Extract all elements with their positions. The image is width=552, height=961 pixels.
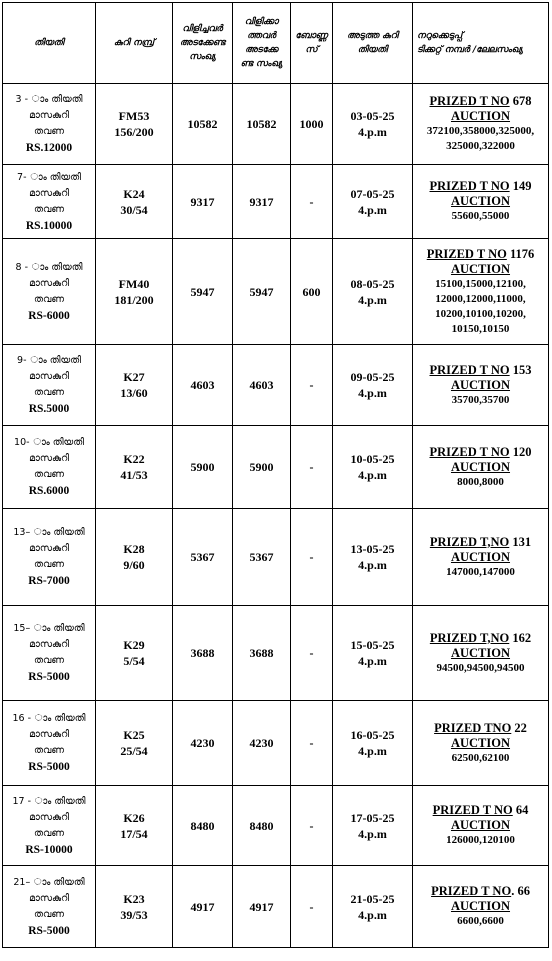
date-amount: RS.5000 [28, 403, 70, 415]
date-day: 8 - ാം തിയതി [15, 261, 83, 273]
prized-number: . 66 [511, 884, 530, 898]
chit-installment: 39/53 [120, 907, 148, 922]
date-day: 7- ാം തിയതി [17, 171, 81, 183]
bonus-value: - [309, 460, 314, 474]
cell-bonus [291, 426, 333, 509]
table-row [3, 239, 549, 345]
prized-number: 64 [512, 803, 529, 817]
date-installment: തവണ [33, 203, 64, 215]
cell-chit-number [96, 606, 173, 701]
date-label: മാസകുറി [29, 187, 69, 199]
callers-amount: 9317 [190, 194, 215, 209]
auction-amounts-1: 55600,55000 [451, 210, 510, 222]
next-time: 4.p.m [358, 744, 387, 758]
chit-schedule-table [2, 2, 549, 948]
cell-chit-number [96, 84, 173, 165]
next-time: 4.p.m [358, 654, 387, 668]
prized-label: PRIZED T,NO [429, 630, 510, 645]
cell-callers-amount [173, 345, 233, 426]
chit-installment: 9/60 [123, 558, 145, 572]
cell-next-date [333, 345, 413, 426]
cell-next-date [333, 509, 413, 606]
noncallers-amount: 9317 [249, 194, 274, 209]
chit-installment: 25/54 [120, 744, 148, 758]
bonus-value: - [309, 194, 314, 209]
noncallers-amount: 5947 [249, 284, 274, 299]
cell-chit-number [96, 786, 173, 866]
date-installment: തവണ [33, 559, 64, 570]
bonus-value: - [309, 818, 314, 833]
bonus-value: - [309, 646, 314, 660]
prized-number: 131 [509, 534, 532, 549]
auction-amounts-1: 372100,358000,325000, [426, 125, 535, 137]
cell-date [3, 606, 96, 701]
prized-number: 22 [511, 720, 527, 735]
chit-code: K25 [123, 728, 145, 742]
header-callers-amount: വിളിച്ചവർ അടക്കേണ്ട സംഖ്യ [173, 3, 233, 84]
date-label: മാസകുറി [29, 543, 69, 554]
cell-next-date [333, 426, 413, 509]
date-installment: തവണ [33, 745, 64, 756]
cell-callers-amount [173, 509, 233, 606]
next-date: 07-05-25 [350, 186, 395, 201]
noncallers-amount: 3688 [249, 646, 274, 660]
auction-amounts-1: 35700,35700 [451, 393, 510, 406]
date-amount: RS-5000 [28, 761, 70, 773]
date-amount: RS.10000 [25, 219, 73, 232]
next-time: 4.p.m [358, 202, 387, 217]
chit-code: K24 [123, 186, 145, 201]
cell-chit-number [96, 426, 173, 509]
prized-number: 153 [509, 362, 532, 377]
chit-code: FM40 [118, 276, 150, 291]
next-date: 16-05-25 [350, 728, 395, 742]
prized-label: PRIZED T NO [429, 444, 510, 459]
cell-noncallers-amount [233, 866, 291, 948]
prized-number: 678 [509, 94, 532, 108]
next-time: 4.p.m [358, 907, 387, 922]
auction-amounts-2: 12000,12000,11000, [435, 292, 526, 305]
header-chit-number: കുറി നമ്പ്ര് [96, 3, 173, 84]
date-day: 13– ാം തിയതി [13, 527, 85, 538]
date-amount: RS-10000 [25, 843, 73, 856]
auction-label: AUCTION [450, 459, 511, 474]
noncallers-amount: 4917 [249, 899, 274, 914]
cell-bonus [291, 239, 333, 345]
table-row [3, 509, 549, 606]
header-bonus: ബോണ്ണ സ് [291, 3, 333, 84]
cell-noncallers-amount [233, 786, 291, 866]
date-installment: തവണ [33, 293, 64, 305]
next-time: 4.p.m [358, 826, 387, 841]
auction-amounts-2: 325000,322000 [446, 140, 515, 152]
next-date: 17-05-25 [350, 810, 395, 825]
auction-amounts-1: 8000,8000 [457, 475, 504, 488]
cell-noncallers-amount [233, 426, 291, 509]
callers-amount: 5900 [190, 460, 215, 474]
date-label: മാസകുറി [29, 639, 69, 650]
cell-chit-number [96, 866, 173, 948]
noncallers-amount: 4230 [249, 736, 274, 750]
auction-label: AUCTION [450, 735, 511, 750]
cell-callers-amount [173, 426, 233, 509]
cell-bonus [291, 84, 333, 165]
date-installment: തവണ [33, 469, 64, 480]
next-date: 03-05-25 [350, 109, 395, 123]
cell-date [3, 786, 96, 866]
cell-draw-result [413, 786, 549, 866]
date-amount: RS-5000 [28, 924, 70, 937]
chit-installment: 5/54 [123, 654, 145, 668]
auction-amounts-1: 15100,15000,12100, [435, 277, 526, 290]
date-label: മാസകുറി [29, 453, 69, 464]
prized-ticket [415, 721, 546, 736]
cell-callers-amount [173, 239, 233, 345]
auction-label: AUCTION [450, 899, 511, 913]
prized-label: PRIZED T NO [432, 803, 513, 817]
chit-code: K27 [123, 370, 145, 384]
callers-amount: 4917 [190, 899, 215, 914]
date-amount: RS-5000 [28, 671, 70, 683]
date-day: 15– ാം തിയതി [13, 623, 85, 634]
table-row [3, 786, 549, 866]
date-label: മാസകുറി [29, 892, 69, 904]
cell-callers-amount [173, 701, 233, 786]
prized-ticket [415, 535, 546, 550]
auction-label: AUCTION [450, 818, 511, 832]
cell-callers-amount [173, 165, 233, 239]
next-time: 4.p.m [358, 125, 387, 139]
table-row [3, 701, 549, 786]
date-installment: തവണ [33, 655, 64, 666]
callers-amount: 5367 [190, 550, 215, 564]
auction-label: AUCTION [450, 109, 511, 123]
auction-label: AUCTION [450, 377, 511, 392]
next-time: 4.p.m [358, 468, 387, 482]
cell-callers-amount [173, 866, 233, 948]
prized-ticket [415, 363, 546, 378]
cell-noncallers-amount [233, 84, 291, 165]
noncallers-amount: 4603 [249, 378, 274, 392]
date-amount: RS-7000 [28, 575, 70, 587]
prized-number: 120 [509, 444, 532, 459]
date-amount: RS.12000 [25, 142, 73, 154]
cell-draw-result [413, 345, 549, 426]
date-label: മാസകുറി [29, 811, 69, 823]
cell-date [3, 509, 96, 606]
cell-next-date [333, 786, 413, 866]
prized-label: PRIZED TNO [434, 720, 512, 735]
cell-callers-amount [173, 606, 233, 701]
cell-noncallers-amount [233, 509, 291, 606]
prized-number: 1176 [506, 246, 535, 261]
cell-chit-number [96, 165, 173, 239]
header-row [3, 3, 549, 84]
next-time: 4.p.m [358, 386, 387, 400]
prized-number: 162 [509, 630, 532, 645]
date-label: മാസകുറി [29, 729, 69, 740]
cell-callers-amount [173, 786, 233, 866]
auction-amounts-3: 10200,10100,10200, [435, 307, 526, 320]
table-row [3, 84, 549, 165]
auction-amounts-1: 126000,120100 [446, 834, 515, 846]
noncallers-amount: 10582 [246, 117, 277, 131]
chit-code: K28 [123, 542, 145, 556]
prized-label: PRIZED T,NO [429, 534, 510, 549]
auction-label: AUCTION [450, 549, 511, 564]
prized-label: PRIZED T NO [429, 179, 510, 193]
next-date: 13-05-25 [350, 542, 395, 556]
cell-next-date [333, 701, 413, 786]
cell-chit-number [96, 509, 173, 606]
next-date: 08-05-25 [350, 276, 395, 291]
callers-amount: 10582 [187, 117, 218, 131]
header-next-date: അടുത്ത കുറി തിയതി [333, 3, 413, 84]
cell-noncallers-amount [233, 165, 291, 239]
table-row [3, 866, 549, 948]
callers-amount: 5947 [190, 284, 215, 299]
table-row [3, 345, 549, 426]
chit-code: K26 [123, 810, 145, 825]
auction-amounts-1: 147000,147000 [446, 565, 515, 578]
callers-amount: 3688 [190, 646, 215, 660]
cell-noncallers-amount [233, 239, 291, 345]
chit-code: K22 [123, 452, 145, 466]
cell-noncallers-amount [233, 345, 291, 426]
cell-draw-result [413, 606, 549, 701]
cell-draw-result [413, 866, 549, 948]
bonus-value: - [309, 736, 314, 750]
auction-label: AUCTION [450, 194, 511, 208]
callers-amount: 4603 [190, 378, 215, 392]
next-time: 4.p.m [358, 292, 387, 307]
cell-bonus [291, 866, 333, 948]
cell-chit-number [96, 239, 173, 345]
noncallers-amount: 8480 [249, 818, 274, 833]
cell-noncallers-amount [233, 606, 291, 701]
cell-date [3, 426, 96, 509]
cell-date [3, 84, 96, 165]
prized-ticket [415, 445, 546, 460]
header-noncallers-amount: വിളിക്കാ ത്തവർ അടക്കേ ണ്ട സംഖ്യ [233, 3, 291, 84]
cell-bonus [291, 509, 333, 606]
cell-draw-result [413, 509, 549, 606]
date-amount: RS.6000 [28, 485, 70, 497]
auction-amounts-1: 62500,62100 [451, 751, 510, 764]
callers-amount: 4230 [190, 736, 215, 750]
date-day: 17 - ാം തിയതി [12, 795, 86, 807]
cell-bonus [291, 345, 333, 426]
date-day: 3 - ാം തിയതി [15, 94, 83, 105]
prized-ticket [415, 94, 546, 109]
chit-installment: 181/200 [114, 292, 154, 307]
date-label: മാസകുറി [29, 277, 69, 289]
auction-amounts-4: 10150,10150 [451, 322, 510, 335]
callers-amount: 8480 [190, 818, 215, 833]
prized-label: PRIZED T NO [426, 246, 507, 261]
date-day: 10- ാം തിയതി [14, 437, 84, 448]
date-installment: തവണ [33, 387, 64, 398]
header-draw-result: നറുക്കെടുപ്പ് ടിക്കറ്റ് നമ്പർ /ലേലസംഖ്യ [413, 3, 549, 84]
cell-bonus [291, 786, 333, 866]
chit-installment: 13/60 [120, 386, 148, 400]
next-date: 15-05-25 [350, 638, 395, 652]
date-day: 16 - ാം തിയതി [12, 713, 86, 724]
cell-date [3, 239, 96, 345]
prized-ticket [415, 179, 546, 194]
cell-draw-result [413, 239, 549, 345]
noncallers-amount: 5367 [249, 550, 274, 564]
bonus-value: - [309, 378, 314, 392]
next-time: 4.p.m [358, 558, 387, 572]
date-day: 21– ാം തിയതി [13, 876, 85, 888]
prized-label: PRIZED T NO [429, 362, 510, 377]
cell-next-date [333, 606, 413, 701]
chit-installment: 156/200 [114, 125, 154, 139]
cell-bonus [291, 165, 333, 239]
date-installment: തവണ [33, 908, 64, 920]
auction-amounts-1: 6600,6600 [457, 915, 504, 927]
cell-date [3, 165, 96, 239]
cell-chit-number [96, 701, 173, 786]
prized-label: PRIZED T NO [429, 94, 510, 108]
prized-ticket [415, 631, 546, 646]
cell-draw-result [413, 84, 549, 165]
table-header [3, 3, 549, 84]
cell-date [3, 866, 96, 948]
table-row [3, 426, 549, 509]
table-row [3, 606, 549, 701]
prized-ticket [415, 803, 546, 818]
cell-next-date [333, 165, 413, 239]
cell-draw-result [413, 165, 549, 239]
cell-callers-amount [173, 84, 233, 165]
date-amount: RS-6000 [28, 309, 70, 322]
cell-next-date [333, 866, 413, 948]
chit-installment: 17/54 [120, 826, 148, 841]
bonus-value: - [309, 899, 314, 914]
prized-ticket [415, 884, 546, 899]
next-date: 10-05-25 [350, 452, 395, 466]
header-date: തിയതി [3, 3, 96, 84]
table-row [3, 165, 549, 239]
cell-bonus [291, 701, 333, 786]
chit-code: K23 [123, 891, 145, 906]
auction-label: AUCTION [450, 261, 511, 276]
chit-code: FM53 [118, 109, 150, 123]
auction-label: AUCTION [450, 645, 511, 660]
chit-installment: 30/54 [120, 202, 148, 217]
bonus-value: 1000 [299, 117, 324, 131]
prized-label: PRIZED T NO [431, 884, 512, 898]
cell-date [3, 701, 96, 786]
next-date: 21-05-25 [350, 891, 395, 906]
prized-ticket [415, 247, 546, 262]
cell-bonus [291, 606, 333, 701]
bonus-value: - [309, 550, 314, 564]
chit-code: K29 [123, 638, 145, 652]
cell-draw-result [413, 426, 549, 509]
cell-draw-result [413, 701, 549, 786]
chit-installment: 41/53 [120, 468, 148, 482]
date-installment: തവണ [33, 827, 64, 839]
cell-chit-number [96, 345, 173, 426]
table-body [3, 84, 549, 948]
auction-amounts-1: 94500,94500,94500 [436, 661, 525, 674]
date-installment: തവണ [33, 126, 64, 137]
cell-noncallers-amount [233, 701, 291, 786]
next-date: 09-05-25 [350, 370, 395, 384]
bonus-value: 600 [302, 284, 321, 299]
prized-number: 149 [509, 179, 532, 193]
cell-next-date [333, 84, 413, 165]
noncallers-amount: 5900 [249, 460, 274, 474]
date-day: 9- ാം തിയതി [17, 355, 81, 366]
cell-next-date [333, 239, 413, 345]
date-label: മാസകുറി [29, 371, 69, 382]
date-label: മാസകുറി [29, 110, 69, 121]
cell-date [3, 345, 96, 426]
